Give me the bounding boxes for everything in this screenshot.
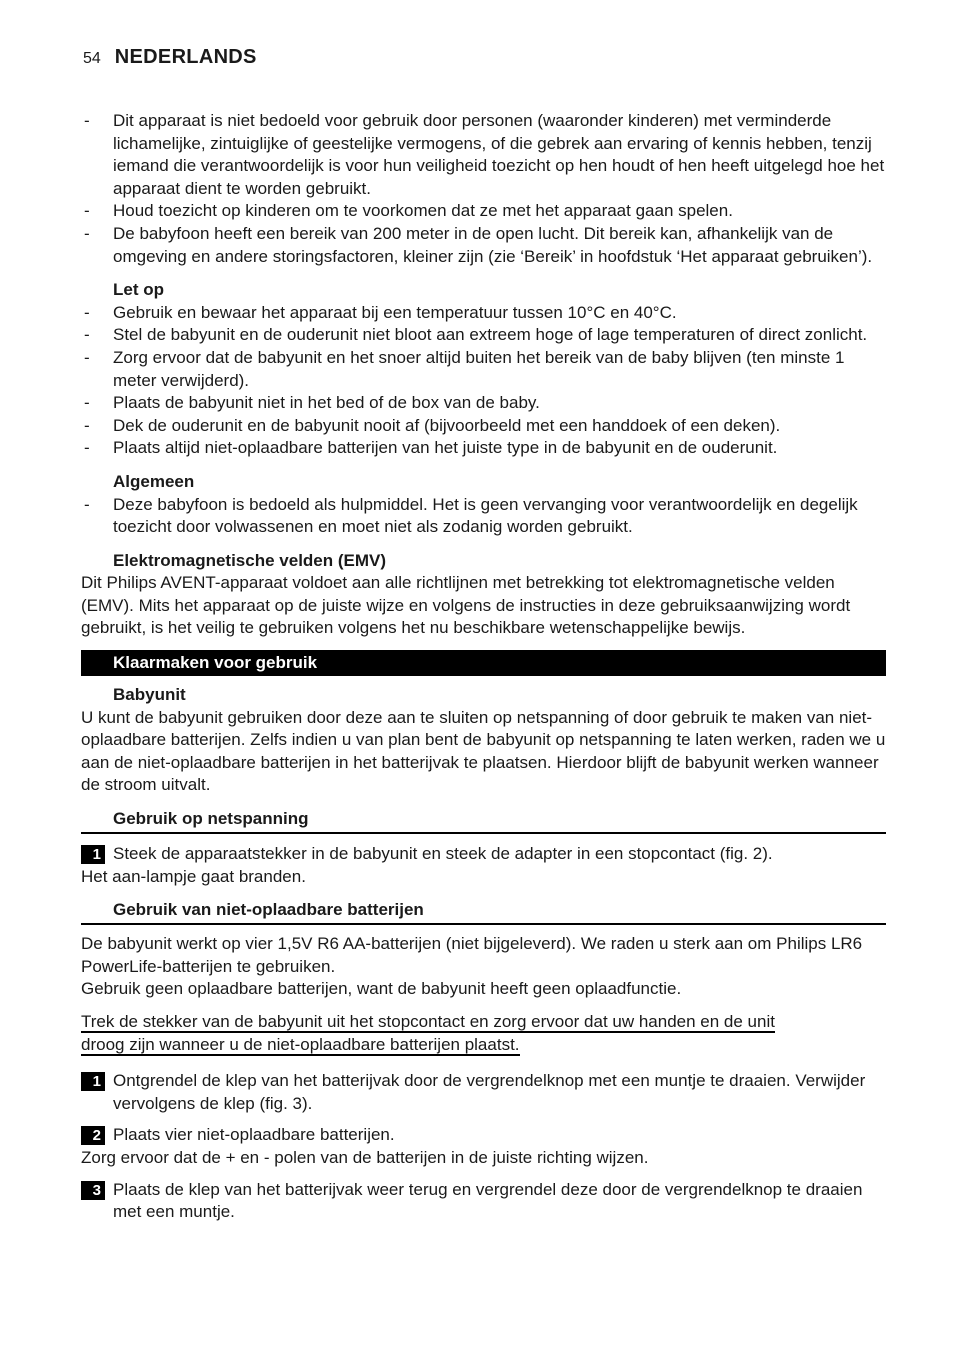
list-item: - Stel de babyunit en de ouderunit niet bloot aan extreem hoge of lage temperaturen of direct zonlicht. [81,324,886,347]
step-text: Ontgrendel de klep van het batterijvak door de vergrendelknop met een muntje te draaien. Verwijder vervolgens de klep (fig. 3). [113,1071,866,1113]
list-item: - Deze babyfoon is bedoeld als hulpmiddel. Het is geen vervanging voor verantwoordelijk en degelijk toezicht door volwassenen en moet niet als zodanig worden gebruikt. [81,494,886,539]
warning-line-2: droog zijn wanneer u de niet-oplaadbare batterijen plaatst. [81,1034,520,1054]
batterijen-paragraph-1: De babyunit werkt op vier 1,5V R6 AA-batterijen (niet bijgeleverd). We raden u sterk aan om Philips LR6 PowerLife-batterijen te gebruiken. [81,934,863,976]
step-note: Het aan-lampje gaat branden. [81,866,306,886]
emv-paragraph: Dit Philips AVENT-apparaat voldoet aan alle richtlijnen met betrekking tot elektromagnetische velden (EMV). Mits het apparaat op de juiste wijze en volgens de instructies in deze gebruiksaanwijzing wordt gebruikt, is het veilig te gebruiken volgens het nu beschikbare wetenschappelijke bewijs. [81,573,851,638]
let-op-list [81,302,886,460]
list-item: - De babyfoon heeft een bereik van 200 meter in de open lucht. Dit bereik kan, afhankelijk van de omgeving en andere storingsfactoren, kleiner zijn (zie ‘Bereik’ in hoofdstuk ‘Het apparaat gebruiken’). [81,223,886,268]
emv-heading: Elektromagnetische velden (EMV) [113,550,387,570]
list-item: - Dek de ouderunit en de babyunit nooit af (bijvoorbeeld met een handdoek of een deken). [81,415,886,438]
step-text: Steek de apparaatstekker in de babyunit en steek de adapter in een stopcontact (fig. 2). [113,844,773,864]
babyunit-paragraph: U kunt de babyunit gebruiken door deze aan te sluiten op netspanning of door gebruik te maken van niet-oplaadbare batterijen. Zelfs indien u van plan bent de babyunit op netspanning te laten werken, raden we u aan de niet-oplaadbare batterijen in het batterijvak te plaatsen. Hierdoor blijft de babyunit werken wanneer de stroom uitvalt. [81,707,886,795]
step-number-badge: 2 [81,1126,105,1145]
algemeen-heading: Algemeen [113,471,195,491]
step-text: Plaats de klep van het batterijvak weer terug en vergrendel deze door de vergrendelknop te draaien met een muntje. [113,1179,863,1222]
step-item [81,1179,886,1224]
let-op-heading: Let op [113,280,164,300]
language-title: NEDERLANDS [114,46,257,68]
warning-line-1: Trek de stekker van de babyunit uit het stopcontact en zorg ervoor dat uw handen en de unit [81,1012,775,1031]
intro-bullet-list [81,110,886,268]
list-item: - Gebruik en bewaar het apparaat bij een temperatuur tussen 10°C en 40°C. [81,302,886,325]
list-item: - Houd toezicht op kinderen om te voorkomen dat ze met het apparaat gaan spelen. [81,200,886,223]
babyunit-heading: Babyunit [113,685,186,705]
list-item: - Zorg ervoor dat de babyunit en het snoer altijd buiten het bereik van de baby blijven (ten minste 1 meter verwijderd). [81,347,886,392]
step-text: Plaats vier niet-oplaadbare batterijen. [113,1125,395,1145]
batterijen-paragraph-2: Gebruik geen oplaadbare batterijen, want de babyunit heeft geen oplaadfunctie. [81,979,682,999]
step-number-badge: 3 [81,1181,105,1200]
list-item: - Plaats altijd niet-oplaadbare batterijen van het juiste type in de babyunit en de ouderunit. [81,437,886,460]
step-note: Zorg ervoor dat de + en - polen van de batterijen in de juiste richting wijzen. [81,1147,649,1167]
page-header [81,46,886,76]
section-heading-bar: Klaarmaken voor gebruik [81,650,886,676]
list-item: - Dit apparaat is niet bedoeld voor gebruik door personen (waaronder kinderen) met verminderde lichamelijke, zintuiglijke of geestelijke vermogens, of die gebrek aan ervaring of kennis hebben, tenzij iemand die verantwoordelijk is voor hun veiligheid toezicht op hen houdt of hen heeft uitgelegd hoe het apparaat dient te worden gebruikt. [81,110,886,200]
step-number-badge: 1 [81,845,105,864]
step-item [81,1070,886,1115]
algemeen-list [81,494,886,539]
batterijen-heading: Gebruik van niet-oplaadbare batterijen [81,899,886,925]
step-item [81,843,886,866]
manual-page [81,46,886,1224]
step-number-badge: 1 [81,1072,105,1091]
list-item: - Plaats de babyunit niet in het bed of de box van de baby. [81,392,886,415]
page-number: 54 [83,50,101,67]
warning-text [81,1011,886,1056]
step-item [81,1124,886,1147]
netspanning-heading: Gebruik op netspanning [81,808,886,834]
